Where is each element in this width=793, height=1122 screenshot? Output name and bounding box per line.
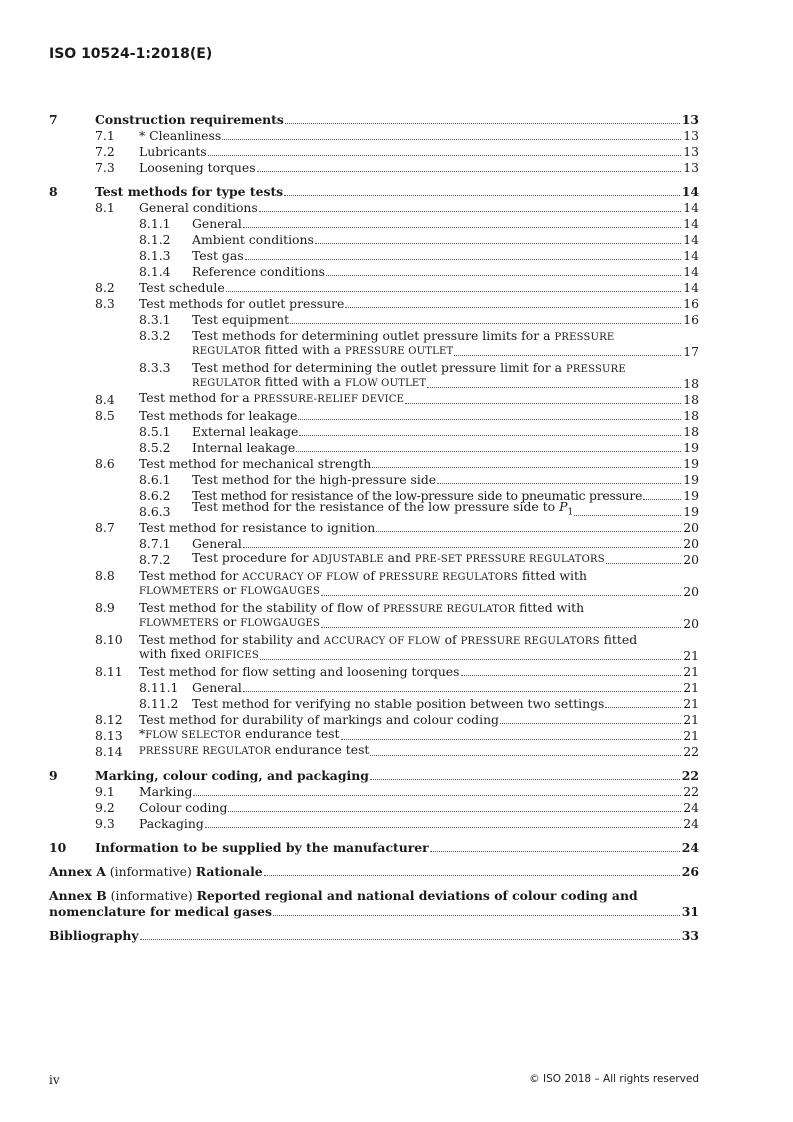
toc-entry-annex-a[interactable] (49, 864, 699, 880)
toc-number: 8.1.1 (139, 216, 171, 231)
toc-entry-8-11[interactable] (49, 664, 699, 680)
toc-entry-8-1-1[interactable] (49, 216, 699, 232)
toc-number: 7.3 (95, 160, 115, 175)
toc-title: * Cleanliness (139, 128, 222, 143)
toc-entry-8-1-2[interactable] (49, 232, 699, 248)
toc-number: 9.2 (95, 800, 115, 815)
toc-title: Test schedule (139, 280, 225, 295)
toc-page: 16 (683, 312, 699, 327)
toc-entry-annex-b[interactable] (49, 888, 699, 904)
toc-entry-9-2[interactable] (49, 800, 699, 816)
toc-number: 8.1 (95, 200, 115, 215)
toc-number: 8.1.4 (139, 264, 171, 279)
page-number: iv (49, 1073, 60, 1087)
toc-page: 21 (683, 680, 699, 695)
toc-title: Marking, colour coding, and packaging (95, 768, 369, 783)
toc-title-line-2: FLOWMETERS or FLOWGAUGES (139, 614, 321, 629)
toc-number: 8.9 (95, 600, 115, 615)
toc-number: 8.10 (95, 632, 123, 647)
toc-entry-8-7-2[interactable] (49, 552, 699, 568)
toc-number: 8.1.2 (139, 232, 171, 247)
toc-page: 14 (683, 248, 699, 263)
toc-page: 18 (683, 424, 699, 439)
toc-page: 24 (683, 816, 699, 831)
toc-page: 14 (683, 232, 699, 247)
toc-entry-8-11-1[interactable] (49, 680, 699, 696)
toc-number: 7.1 (95, 128, 115, 143)
toc-page: 13 (683, 128, 699, 143)
toc-title: General (192, 536, 242, 551)
toc-number: 8.14 (95, 744, 123, 759)
toc-title-line-2: nomenclature for medical gases (49, 904, 272, 919)
table-of-contents (49, 112, 699, 944)
toc-page: 14 (683, 280, 699, 295)
toc-page: 24 (681, 840, 699, 855)
toc-title: Bibliography (49, 928, 139, 943)
toc-title: Information to be supplied by the manufacturer (95, 840, 429, 855)
toc-entry-annex-b-cont[interactable] (49, 904, 699, 920)
toc-page: 19 (683, 504, 699, 519)
toc-title: External leakage (192, 424, 299, 439)
toc-entry-8-5-1[interactable] (49, 424, 699, 440)
toc-page: 19 (683, 472, 699, 487)
toc-number: 8.6.2 (139, 488, 171, 503)
document-id: ISO 10524-1:2018(E) (49, 46, 213, 62)
toc-page: 21 (683, 664, 699, 679)
toc-number: 8.12 (95, 712, 123, 727)
toc-page: 20 (683, 520, 699, 535)
toc-number: 8.6.3 (139, 504, 171, 519)
toc-title: Marking (139, 784, 193, 799)
toc-title: *FLOW SELECTOR endurance test (139, 726, 340, 741)
toc-title-line-1: Test method for determining the outlet pressure limit for a PRESSURE (192, 360, 626, 375)
toc-title: Colour coding (139, 800, 228, 815)
toc-title: Test method for verifying no stable position between two settings (192, 696, 605, 711)
toc-title: Test method for a PRESSURE-RELIEF DEVICE (139, 390, 405, 405)
toc-title: General conditions (139, 200, 258, 215)
toc-title: Annex A (informative) Rationale (49, 864, 263, 879)
toc-entry-9-1[interactable] (49, 784, 699, 800)
toc-entry-8-14[interactable] (49, 744, 699, 760)
toc-entry-8-11-2[interactable] (49, 696, 699, 712)
toc-number: 8.3.2 (139, 328, 171, 343)
toc-page: 22 (683, 744, 699, 759)
toc-number: 8.13 (95, 728, 123, 743)
toc-page: 19 (683, 440, 699, 455)
toc-title-line-1: Test method for the stability of flow of PRESSURE REGULATOR fitted with (139, 600, 585, 615)
toc-number: 8.11.1 (139, 680, 179, 695)
toc-title: General (192, 216, 242, 231)
copyright-notice: © ISO 2018 – All rights reserved (529, 1073, 699, 1085)
toc-title: Test method for resistance to ignition (139, 520, 376, 535)
toc-entry-8-10-cont[interactable] (49, 648, 699, 664)
toc-page: 16 (683, 296, 699, 311)
toc-page: 20 (683, 552, 699, 567)
toc-title: Reference conditions (192, 264, 326, 279)
toc-title-line-1: Test methods for determining outlet pressure limits for a PRESSURE (192, 328, 615, 343)
toc-number: 8.11.2 (139, 696, 179, 711)
toc-number: 9 (49, 768, 58, 783)
toc-page: 17 (683, 344, 699, 359)
toc-entry-7-3[interactable] (49, 160, 699, 176)
toc-title: Loosening torques (139, 160, 256, 175)
toc-page: 22 (683, 784, 699, 799)
toc-title: Test method for flow setting and loosening torques (139, 664, 460, 679)
toc-number: 8.3.3 (139, 360, 171, 375)
toc-title: Packaging (139, 816, 204, 831)
toc-page: 20 (683, 584, 699, 599)
toc-page: 24 (683, 800, 699, 815)
toc-page: 14 (683, 216, 699, 231)
toc-number: 8.7.1 (139, 536, 171, 551)
toc-entry-8-1[interactable] (49, 200, 699, 216)
toc-title-line-1: Annex B (informative) Reported regional and national deviations of colour coding and (49, 888, 638, 903)
toc-number: 8.3.1 (139, 312, 171, 327)
toc-entry-7-1[interactable] (49, 128, 699, 144)
toc-entry-8-7[interactable] (49, 520, 699, 536)
toc-page: 18 (683, 392, 699, 407)
toc-entry-8-3-1[interactable] (49, 312, 699, 328)
toc-page: 18 (683, 408, 699, 423)
toc-entry-8-2[interactable] (49, 280, 699, 296)
toc-number: 8.2 (95, 280, 115, 295)
toc-entry-8-1-3[interactable] (49, 248, 699, 264)
toc-title: Test method for durability of markings and colour coding (139, 712, 499, 727)
toc-number: 7.2 (95, 144, 115, 159)
toc-page: 20 (683, 536, 699, 551)
toc-number: 10 (49, 840, 67, 855)
toc-number: 9.3 (95, 816, 115, 831)
toc-entry-8[interactable] (49, 184, 699, 200)
toc-number: 8.1.3 (139, 248, 171, 263)
toc-number: 8.5.2 (139, 440, 171, 455)
toc-page: 13 (683, 144, 699, 159)
toc-entry-9-3[interactable] (49, 816, 699, 832)
toc-number: 8.6.1 (139, 472, 171, 487)
toc-title: General (192, 680, 242, 695)
toc-title: Test method for the high-pressure side (192, 472, 437, 487)
toc-title: Lubricants (139, 144, 207, 159)
toc-number: 9.1 (95, 784, 115, 799)
toc-number: 8.5.1 (139, 424, 171, 439)
toc-entry-10[interactable] (49, 840, 699, 856)
toc-number: 8 (49, 184, 58, 199)
toc-title: Test gas (192, 248, 244, 263)
toc-number: 8.8 (95, 568, 115, 583)
toc-number: 8.7 (95, 520, 115, 535)
toc-number: 7 (49, 112, 58, 127)
toc-page: 19 (683, 456, 699, 471)
toc-title: Test methods for type tests (95, 184, 284, 199)
toc-page: 13 (683, 160, 699, 175)
toc-title: Test method for mechanical strength (139, 456, 372, 471)
toc-page: 21 (683, 648, 699, 663)
toc-entry-8-6-1[interactable] (49, 472, 699, 488)
toc-page: 14 (683, 264, 699, 279)
toc-page: 20 (683, 616, 699, 631)
toc-entry-bibliography[interactable] (49, 928, 699, 944)
toc-entry-8-5[interactable] (49, 408, 699, 424)
toc-title: Test equipment (192, 312, 290, 327)
toc-entry-8-1-4[interactable] (49, 264, 699, 280)
toc-page: 13 (681, 112, 699, 127)
toc-title: Test methods for outlet pressure (139, 296, 345, 311)
toc-page: 18 (683, 376, 699, 391)
toc-number: 8.11 (95, 664, 123, 679)
toc-title: Test methods for leakage (139, 408, 298, 423)
toc-title: Construction requirements (95, 112, 284, 127)
toc-title: PRESSURE REGULATOR endurance test (139, 742, 370, 757)
toc-page: 19 (683, 488, 699, 503)
toc-title-line-2: REGULATOR fitted with a FLOW OUTLET (192, 374, 427, 389)
toc-number: 8.6 (95, 456, 115, 471)
toc-page: 21 (683, 728, 699, 743)
toc-title-line-2: REGULATOR fitted with a PRESSURE OUTLET (192, 342, 454, 357)
toc-title-line-1: Test method for ACCURACY OF FLOW of PRESSURE REGULATORS fitted with (139, 568, 587, 583)
toc-number: 8.4 (95, 392, 115, 407)
toc-page: 21 (683, 696, 699, 711)
toc-entry-8-8-cont[interactable] (49, 584, 699, 600)
toc-page: 31 (681, 904, 699, 919)
toc-page: 22 (681, 768, 699, 783)
toc-entry-8-3-2-cont[interactable] (49, 344, 699, 360)
toc-entry-8-4[interactable] (49, 392, 699, 408)
toc-page: 33 (681, 928, 699, 943)
toc-title-line-2: FLOWMETERS or FLOWGAUGES (139, 582, 321, 597)
toc-page: 14 (683, 200, 699, 215)
toc-entry-8-3[interactable] (49, 296, 699, 312)
toc-entry-8-6[interactable] (49, 456, 699, 472)
toc-title: Test method for the resistance of the low pressure side to $P_1$ (192, 498, 574, 517)
toc-entry-7[interactable] (49, 112, 699, 128)
toc-number: 8.5 (95, 408, 115, 423)
toc-title: Ambient conditions (192, 232, 314, 247)
toc-entry-8-5-2[interactable] (49, 440, 699, 456)
toc-title: Internal leakage (192, 440, 296, 455)
toc-entry-9[interactable] (49, 768, 699, 784)
toc-number: 8.3 (95, 296, 115, 311)
toc-title-line-1: Test method for stability and ACCURACY OF FLOW of PRESSURE REGULATORS fitted (139, 632, 638, 647)
toc-page: 14 (681, 184, 699, 199)
toc-page: 21 (683, 712, 699, 727)
toc-number: 8.7.2 (139, 552, 171, 567)
toc-entry-7-2[interactable] (49, 144, 699, 160)
toc-page: 26 (681, 864, 699, 879)
toc-title: Test method for resistance of the low-pressure side to pneumatic pressure (192, 488, 643, 503)
toc-entry-8-6-3[interactable] (49, 498, 699, 520)
toc-title-line-2: with fixed ORIFICES (139, 646, 259, 661)
toc-title: Test procedure for ADJUSTABLE and PRE-SET PRESSURE REGULATORS (192, 550, 605, 565)
toc-entry-8-9-cont[interactable] (49, 616, 699, 632)
